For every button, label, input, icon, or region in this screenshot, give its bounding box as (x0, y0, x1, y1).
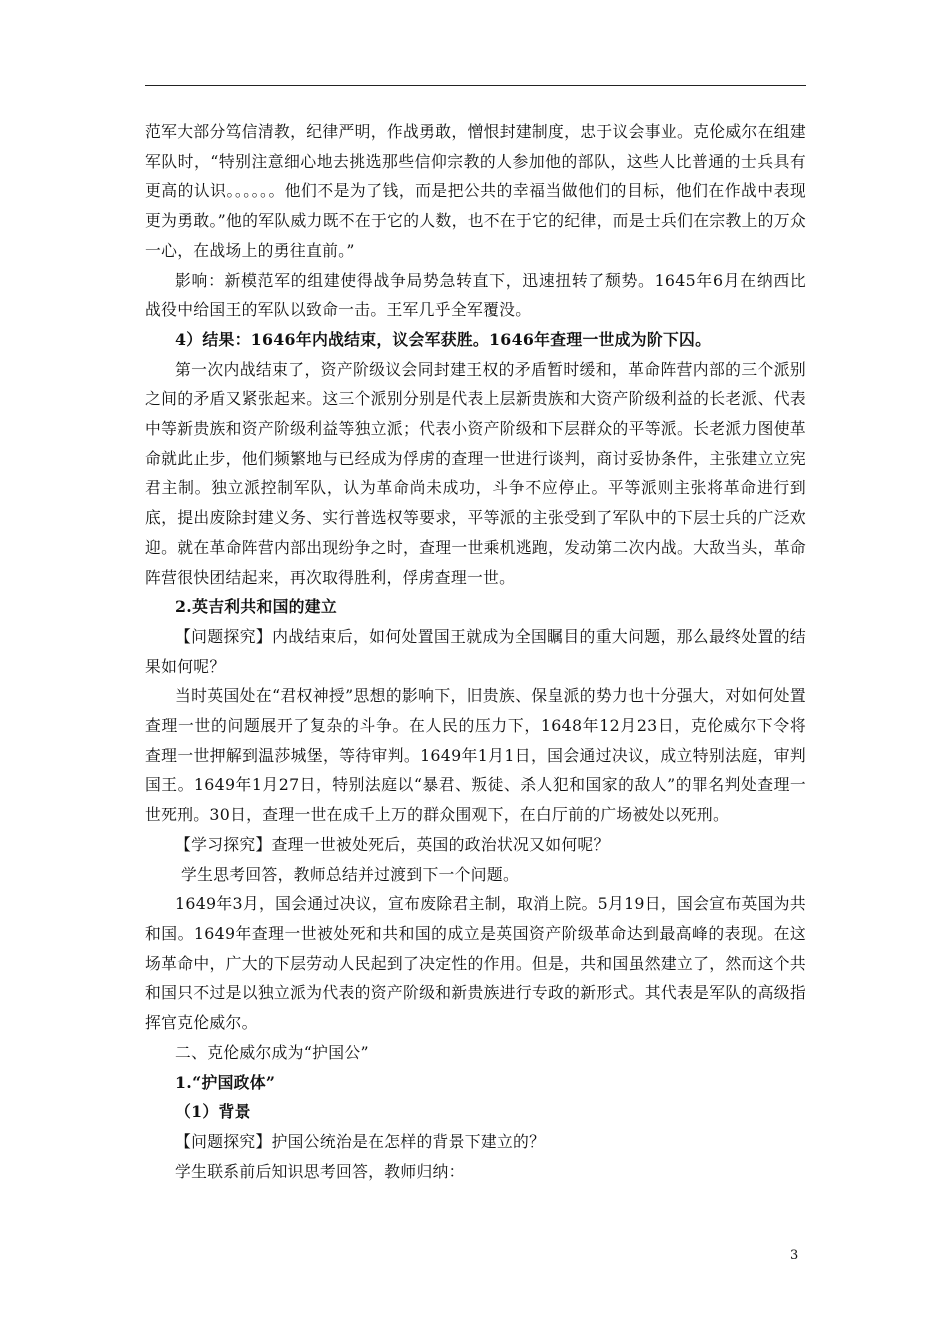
paragraph: 【学习探究】查理一世被处死后，英国的政治状况又如何呢？ (175, 834, 610, 854)
paragraph: 学生思考回答，教师总结并过渡到下一个问题。 (181, 864, 520, 884)
section-heading: 二、克伦威尔成为“护国公” (175, 1042, 369, 1062)
section-heading: 4）结果：1646年内战结束，议会军获胜。1646年查理一世成为阶下囚。 (175, 329, 712, 349)
header-rule (145, 85, 806, 86)
page-number: 3 (790, 1248, 799, 1263)
paragraph: 【问题探究】护国公统治是在怎样的背景下建立的？ (175, 1131, 546, 1151)
paragraph: 学生联系前后知识思考回答，教师归纳： (175, 1161, 465, 1181)
paragraph: 1649年3月，国会通过决议，宣布废除君主制，取消上院。5月19日，国会宣布英国为共和国。1649年查理一世被处死和共和国的成立是英国资产阶级革命达到最高峰的表现。在这场革命中，广大的下层劳动人民起到了决定性的作用。但是，共和国虽然建立了，然而这个共和国只不过是以独立派为代表的资产阶级和新贵族进行专政的新形式。其代表是军队的高级指挥官克伦威尔。 (145, 894, 806, 1033)
paragraph: 影响：新模范军的组建使得战争局势急转直下，迅速扭转了颓势。1645年6月在纳西比战役中给国王的军队以致命一击。王军几乎全军覆没。 (145, 270, 806, 320)
section-heading: 2.英吉利共和国的建立 (175, 597, 337, 617)
paragraph: 范军大部分笃信清教，纪律严明，作战勇敢，憎恨封建制度，忠于议会事业。克伦威尔在组建军队时，“特别注意细心地去挑选那些信仰宗教的人参加他的部队，这些人比普通的士兵具有更高的认识。。。。。。他们不是为了钱，而是把公共的幸福当做他们的目标，他们在作战中表现更为勇敢。”他的军队威力既不在于它的人数，也不在于它的纪律，而是士兵们在宗教上的万众一心，在战场上的勇往直前。” (145, 122, 806, 260)
paragraph: 当时英国处在“君权神授”思想的影响下，旧贵族、保皇派的势力也十分强大，对如何处置查理一世的问题展开了复杂的斗争。在人民的压力下，1648年12月23日，克伦威尔下令将查理一世押解到温莎城堡，等待审判。1649年1月1日，国会通过决议，成立特别法庭，审判国王。1649年1月27日，特别法庭以“暴君、叛徒、杀人犯和国家的敌人”的罪名判处查理一世死刑。30日，查理一世在成千上万的群众围观下，在白厅前的广场被处以死刑。 (145, 686, 806, 825)
section-heading: 1.“护国政体” (175, 1072, 276, 1092)
paragraph: 第一次内战结束了，资产阶级议会同封建王权的矛盾暂时缓和，革命阵营内部的三个派别之间的矛盾又紧张起来。这三个派别分别是代表上层新贵族和大资产阶级利益的长老派、代表中等新贵族和资产阶级利益等独立派；代表小资产阶级和下层群众的平等派。长老派力图使革命就此止步，他们频繁地与已经成为俘虏的查理一世进行谈判，商讨妥协条件，主张建立立宪君主制。独立派控制军队，认为革命尚未成功，斗争不应停止。平等派则主张将革命进行到底，提出废除封建义务、实行普选权等要求，平等派的主张受到了军队中的下层士兵的广泛欢迎。就在革命阵营内部出现纷争之时，查理一世乘机逃跑，发动第二次内战。大敌当头，革命阵营很快团结起来，再次取得胜利，俘虏查理一世。 (145, 359, 806, 587)
section-heading: （1）背景 (175, 1102, 251, 1122)
paragraph: 【问题探究】内战结束后，如何处置国王就成为全国瞩目的重大问题，那么最终处置的结果如何呢？ (145, 626, 806, 676)
document-body (145, 117, 806, 1186)
